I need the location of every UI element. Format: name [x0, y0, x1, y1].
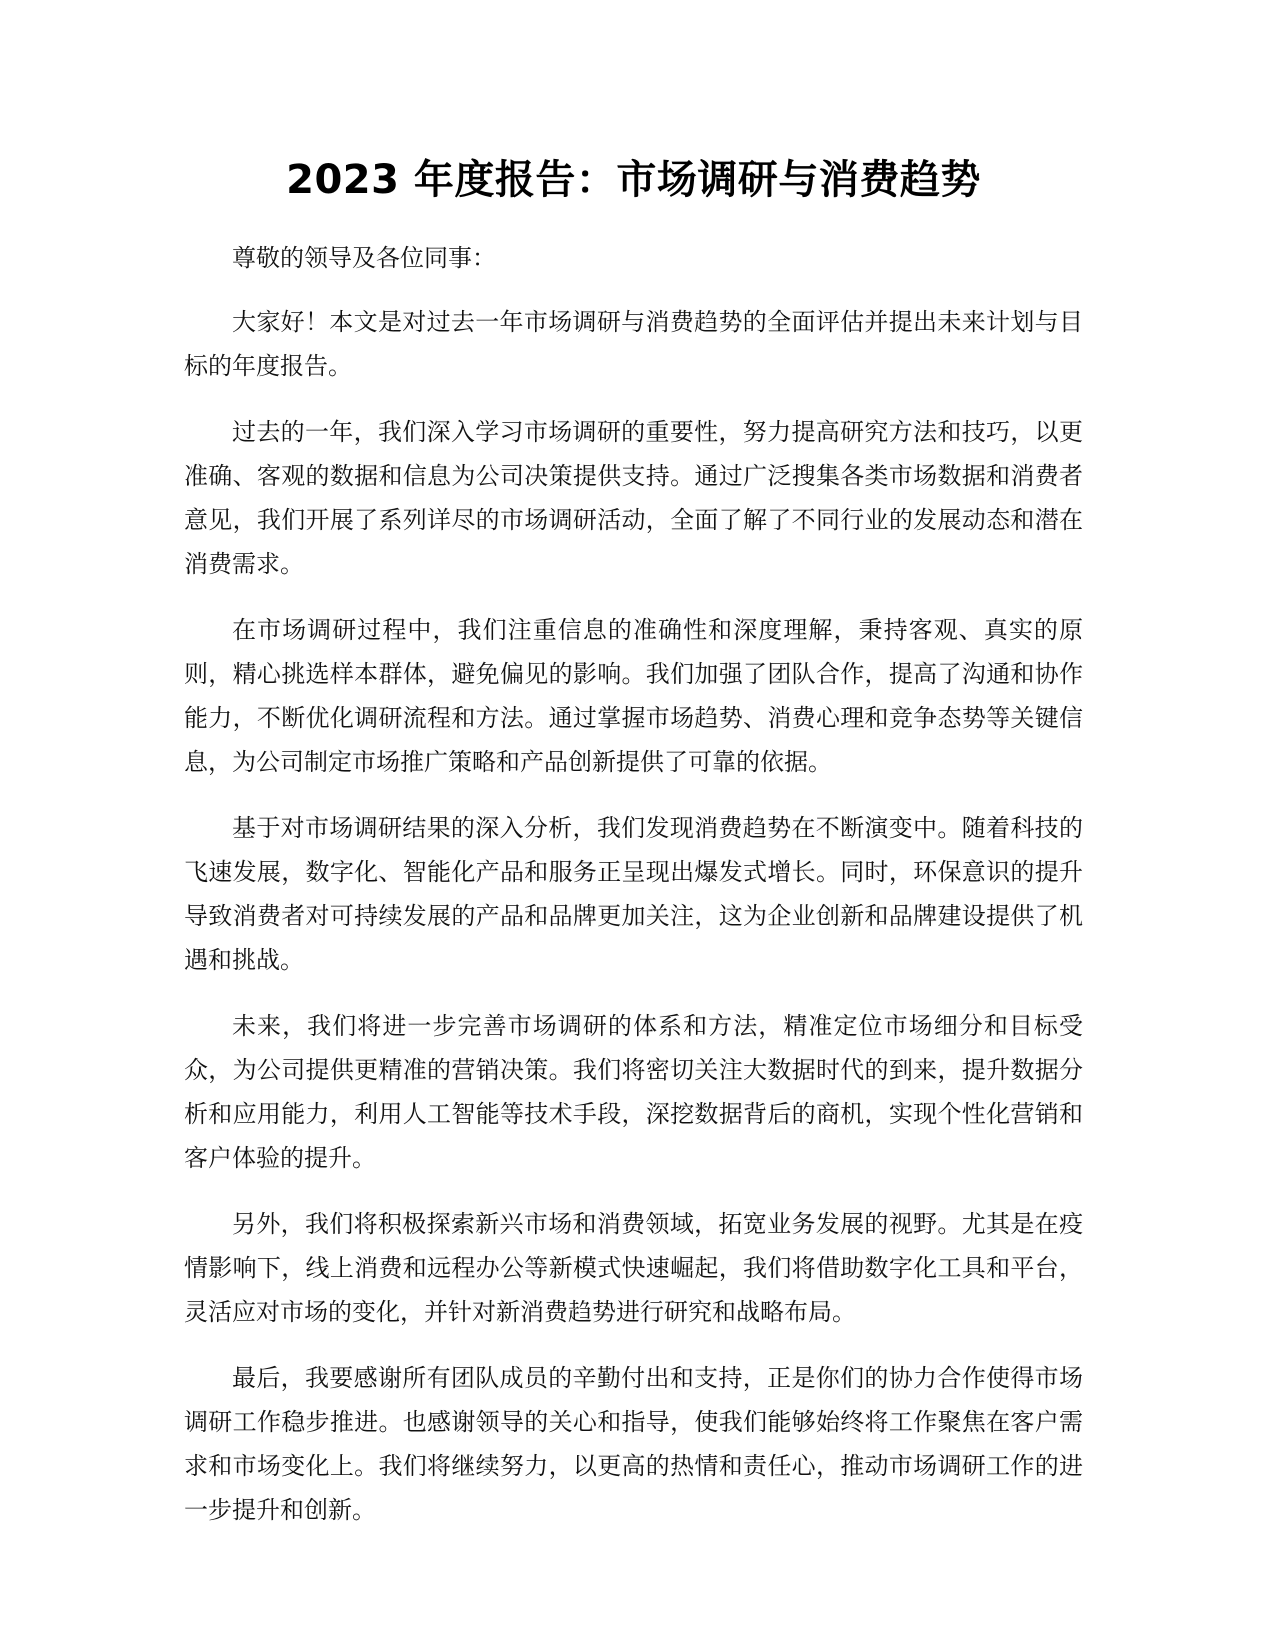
paragraph-past-year: 过去的一年，我们深入学习市场调研的重要性，努力提高研究方法和技巧，以更准确、客观的数据和信息为公司决策提供支持。通过广泛搜集各类市场数据和消费者意见，我们开展了系列详尽的市场调研活动，全面了解了不同行业的发展动态和潜在消费需求。 [184, 418, 1083, 578]
paragraph-new-markets: 另外，我们将积极探索新兴市场和消费领域，拓宽业务发展的视野。尤其是在疫情影响下，线上消费和远程办公等新模式快速崛起，我们将借助数字化工具和平台，灵活应对市场的变化，并针对新消费趋势进行研究和战略布局。 [184, 1210, 1083, 1326]
paragraph-intro: 大家好！本文是对过去一年市场调研与消费趋势的全面评估并提出未来计划与目标的年度报告。 [184, 308, 1083, 380]
paragraph-process: 在市场调研过程中，我们注重信息的准确性和深度理解，秉持客观、真实的原则，精心挑选样本群体，避免偏见的影响。我们加强了团队合作，提高了沟通和协作能力，不断优化调研流程和方法。通过掌握市场趋势、消费心理和竞争态势等关键信息，为公司制定市场推广策略和产品创新提供了可靠的依据。 [184, 616, 1083, 776]
greeting: 尊敬的领导及各位同事： [232, 244, 496, 272]
paragraph-trends: 基于对市场调研结果的深入分析，我们发现消费趋势在不断演变中。随着科技的飞速发展，数字化、智能化产品和服务正呈现出爆发式增长。同时，环保意识的提升导致消费者对可持续发展的产品和品牌更加关注，这为企业创新和品牌建设提供了机遇和挑战。 [184, 814, 1083, 974]
document-body [184, 236, 1083, 1532]
paragraph-future: 未来，我们将进一步完善市场调研的体系和方法，精准定位市场细分和目标受众，为公司提供更精准的营销决策。我们将密切关注大数据时代的到来，提升数据分析和应用能力，利用人工智能等技术手段，深挖数据背后的商机，实现个性化营销和客户体验的提升。 [184, 1012, 1083, 1172]
document-title: 2023 年度报告：市场调研与消费趋势 [286, 157, 981, 203]
paragraph-thanks: 最后，我要感谢所有团队成员的辛勤付出和支持，正是你们的协力合作使得市场调研工作稳步推进。也感谢领导的关心和指导，使我们能够始终将工作聚焦在客户需求和市场变化上。我们将继续努力，以更高的热情和责任心，推动市场调研工作的进一步提升和创新。 [184, 1364, 1083, 1524]
